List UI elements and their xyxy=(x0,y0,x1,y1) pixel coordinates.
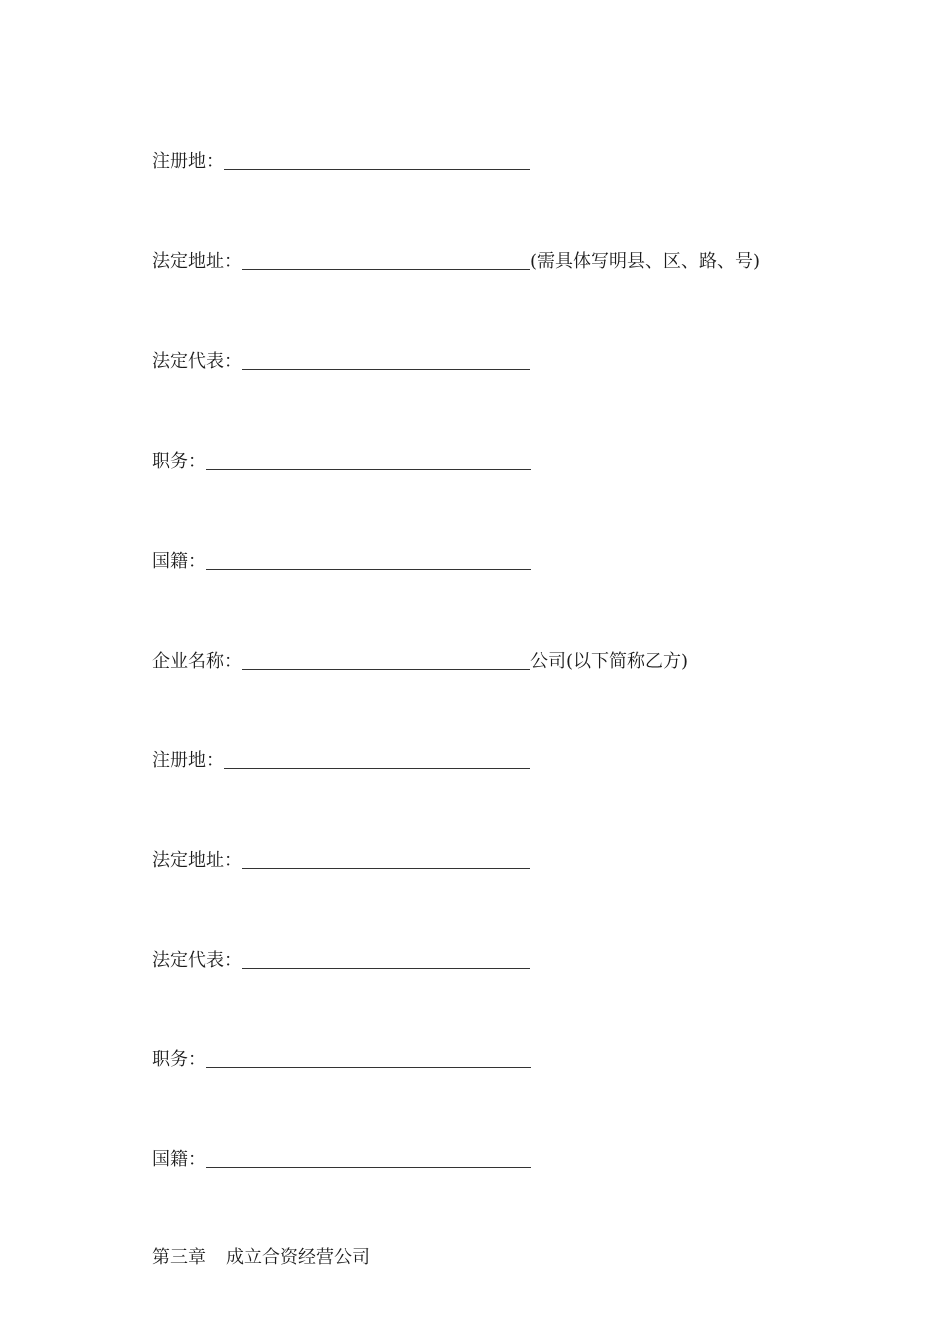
nationality-label: 国籍： xyxy=(152,1149,206,1170)
position-blank xyxy=(206,1066,531,1068)
company-name-label: 企业名称： xyxy=(152,651,242,672)
company-name-blank xyxy=(242,668,530,670)
legal-address-label: 法定地址： xyxy=(152,850,242,871)
registered-place-blank xyxy=(224,168,530,170)
chapter-heading xyxy=(152,1246,370,1270)
party-a-registered-place-row xyxy=(152,150,530,174)
legal-address-label: 法定地址： xyxy=(152,251,242,272)
nationality-blank xyxy=(206,568,531,570)
registered-place-label: 注册地： xyxy=(152,750,224,771)
legal-rep-blank xyxy=(242,967,530,969)
legal-rep-label: 法定代表： xyxy=(152,950,242,971)
party-b-legal-rep-row xyxy=(152,949,530,973)
company-name-suffix: 公司(以下简称乙方) xyxy=(530,651,689,672)
legal-address-blank xyxy=(242,867,530,869)
party-b-position-row xyxy=(152,1048,531,1072)
party-a-nationality-row xyxy=(152,550,531,574)
legal-rep-label: 法定代表： xyxy=(152,351,242,372)
chapter-title: 成立合资经营公司 xyxy=(226,1247,370,1268)
registered-place-label: 注册地： xyxy=(152,151,224,172)
registered-place-blank xyxy=(224,767,530,769)
legal-rep-blank xyxy=(242,368,530,370)
position-label: 职务： xyxy=(152,1049,206,1070)
party-a-legal-rep-row xyxy=(152,350,530,374)
party-b-legal-address-row xyxy=(152,849,530,873)
party-b-company-name-row xyxy=(152,650,688,674)
legal-address-note: (需具体写明县、区、路、号) xyxy=(530,251,761,272)
party-a-legal-address-row xyxy=(152,250,760,274)
nationality-label: 国籍： xyxy=(152,551,206,572)
party-b-registered-place-row xyxy=(152,749,530,773)
party-a-position-row xyxy=(152,450,531,474)
party-b-nationality-row xyxy=(152,1148,531,1172)
nationality-blank xyxy=(206,1166,531,1168)
legal-address-blank xyxy=(242,268,530,270)
position-label: 职务： xyxy=(152,451,206,472)
position-blank xyxy=(206,468,531,470)
chapter-number: 第三章 xyxy=(152,1247,206,1268)
